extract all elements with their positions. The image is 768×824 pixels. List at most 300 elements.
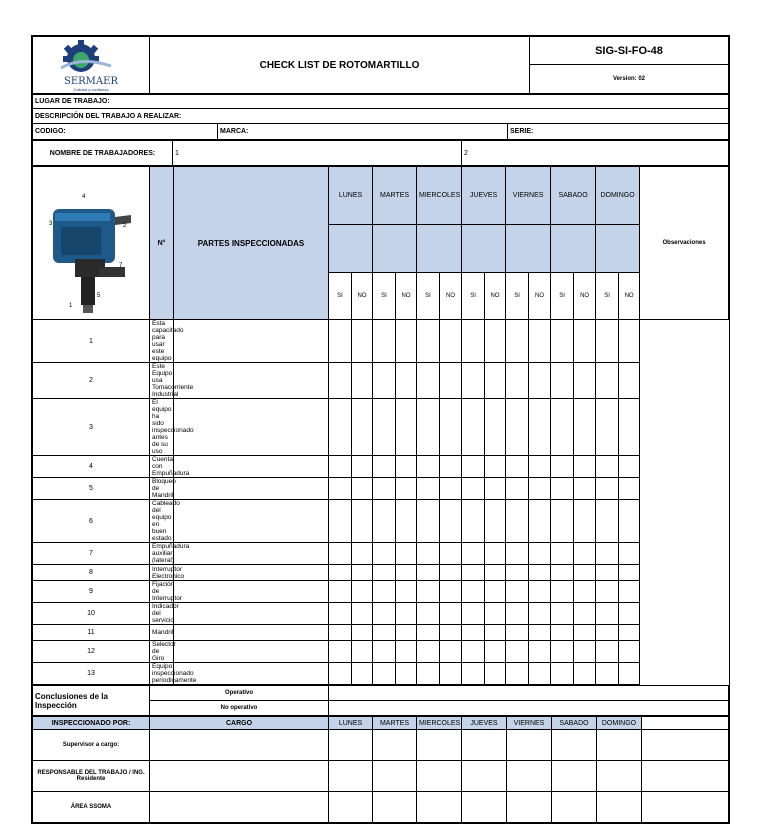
check-cell[interactable]: [485, 363, 506, 399]
check-cell[interactable]: [329, 543, 352, 565]
check-cell[interactable]: [174, 603, 329, 625]
check-cell[interactable]: [396, 565, 417, 581]
signature-cell[interactable]: [597, 792, 642, 823]
check-cell[interactable]: [174, 565, 329, 581]
observation-cell[interactable]: [619, 565, 640, 581]
check-cell[interactable]: [440, 641, 462, 663]
check-cell[interactable]: [174, 581, 329, 603]
work-place-field[interactable]: LUGAR DE TRABAJO:: [33, 95, 729, 109]
check-cell[interactable]: [596, 603, 619, 625]
signature-cell[interactable]: [462, 792, 507, 823]
rotary-hammer-icon: [41, 167, 141, 317]
no-label: NO: [529, 272, 551, 320]
check-cell[interactable]: [396, 500, 417, 543]
check-cell[interactable]: [529, 478, 551, 500]
check-cell[interactable]: [417, 603, 440, 625]
check-cell[interactable]: [529, 399, 551, 456]
table-row: [33, 363, 729, 399]
check-cell[interactable]: [417, 543, 440, 565]
observation-cell[interactable]: [619, 543, 640, 565]
check-cell[interactable]: [529, 565, 551, 581]
check-cell[interactable]: [574, 500, 596, 543]
check-cell[interactable]: [396, 603, 417, 625]
operativo-field[interactable]: [329, 686, 729, 701]
check-cell[interactable]: [506, 625, 529, 641]
check-cell[interactable]: [529, 363, 551, 399]
inspection-table: [32, 166, 729, 685]
signature-cell[interactable]: [373, 792, 417, 823]
sign-day-sabado: SABADO: [552, 717, 597, 730]
check-cell[interactable]: [352, 625, 373, 641]
table-row: [33, 456, 729, 478]
check-cell[interactable]: [574, 363, 596, 399]
signature-role-label: Supervisor a cargo:: [33, 730, 150, 761]
check-cell[interactable]: [174, 500, 329, 543]
day-header-lunes: LUNES: [329, 167, 373, 225]
check-cell[interactable]: [462, 625, 485, 641]
item-text: El equipo ha sido inspeccionado antes de su uso: [150, 399, 174, 456]
check-cell[interactable]: [529, 500, 551, 543]
observation-cell[interactable]: [619, 399, 640, 456]
check-cell[interactable]: [462, 456, 485, 478]
observation-cell[interactable]: [619, 581, 640, 603]
check-cell[interactable]: [551, 565, 574, 581]
check-cell[interactable]: [485, 565, 506, 581]
check-cell[interactable]: [574, 478, 596, 500]
item-text: Selector de Giro: [150, 641, 174, 663]
check-cell[interactable]: [462, 663, 485, 685]
check-cell[interactable]: [329, 565, 352, 581]
check-cell[interactable]: [174, 625, 329, 641]
check-cell[interactable]: [506, 603, 529, 625]
check-cell[interactable]: [440, 663, 462, 685]
signature-cell[interactable]: [552, 761, 597, 792]
signature-cell[interactable]: [150, 792, 329, 823]
check-cell[interactable]: [506, 500, 529, 543]
item-text: Mandril: [150, 625, 174, 641]
check-cell[interactable]: [551, 625, 574, 641]
item-text: Empuñadura auxiliar (lateral): [150, 543, 174, 565]
signature-cell[interactable]: [417, 761, 462, 792]
observation-cell[interactable]: [619, 625, 640, 641]
check-cell[interactable]: [352, 603, 373, 625]
check-cell[interactable]: [329, 399, 352, 456]
check-cell[interactable]: [417, 500, 440, 543]
check-cell[interactable]: [574, 581, 596, 603]
check-cell[interactable]: [529, 456, 551, 478]
check-cell[interactable]: [551, 456, 574, 478]
item-number: 12: [33, 641, 150, 663]
si-label: SI: [329, 272, 352, 320]
check-cell[interactable]: [329, 500, 352, 543]
si-label: SI: [596, 272, 619, 320]
conclusions-label: Conclusiones de la Inspección: [33, 686, 150, 716]
no-label: NO: [352, 272, 373, 320]
check-cell[interactable]: [462, 320, 485, 363]
check-cell[interactable]: [329, 320, 352, 363]
serial-field[interactable]: SERIE:: [508, 124, 729, 140]
check-cell[interactable]: [352, 543, 373, 565]
check-cell[interactable]: [574, 456, 596, 478]
check-cell[interactable]: [373, 641, 396, 663]
check-cell[interactable]: [352, 320, 373, 363]
check-cell[interactable]: [373, 581, 396, 603]
no-operativo-field[interactable]: [329, 701, 729, 716]
check-cell[interactable]: [506, 565, 529, 581]
signature-row: [33, 761, 729, 792]
parts-header: PARTES INSPECCIONADAS: [174, 167, 329, 320]
image-label-5: 5: [97, 293, 101, 299]
document-version: Version: 02: [530, 65, 729, 94]
signature-cell[interactable]: [642, 792, 729, 823]
image-label-3: 3: [49, 221, 53, 227]
check-cell[interactable]: [396, 478, 417, 500]
check-cell[interactable]: [574, 320, 596, 363]
observation-cell[interactable]: [619, 500, 640, 543]
check-cell[interactable]: [551, 478, 574, 500]
check-cell[interactable]: [462, 478, 485, 500]
check-cell[interactable]: [440, 399, 462, 456]
check-cell[interactable]: [440, 363, 462, 399]
check-cell[interactable]: [574, 543, 596, 565]
check-cell[interactable]: [174, 543, 329, 565]
si-label: SI: [462, 272, 485, 320]
observation-cell[interactable]: [619, 641, 640, 663]
check-cell[interactable]: [417, 663, 440, 685]
check-cell[interactable]: [396, 581, 417, 603]
check-cell[interactable]: [551, 399, 574, 456]
check-cell[interactable]: [417, 641, 440, 663]
check-cell[interactable]: [506, 363, 529, 399]
check-cell[interactable]: [551, 581, 574, 603]
item-number: 10: [33, 603, 150, 625]
table-row: [33, 320, 729, 363]
signature-cell[interactable]: [642, 761, 729, 792]
check-cell[interactable]: [551, 320, 574, 363]
check-cell[interactable]: [417, 363, 440, 399]
brand-field[interactable]: MARCA:: [218, 124, 508, 140]
sign-day-jueves: JUEVES: [462, 717, 507, 730]
check-cell[interactable]: [373, 399, 396, 456]
check-cell[interactable]: [596, 500, 619, 543]
check-cell[interactable]: [174, 399, 329, 456]
check-cell[interactable]: [551, 663, 574, 685]
sign-day-miercoles: MIERCOLES: [417, 717, 462, 730]
logo-tagline: Calidad y confianza: [73, 87, 109, 92]
day-header-viernes: VIERNES: [506, 167, 551, 225]
inspected-by-table: [32, 716, 729, 823]
rotary-hammer-image: [33, 167, 150, 320]
signature-cell[interactable]: [642, 730, 729, 761]
check-cell[interactable]: [373, 543, 396, 565]
check-cell[interactable]: [506, 456, 529, 478]
check-cell[interactable]: [174, 363, 329, 399]
check-cell[interactable]: [596, 565, 619, 581]
work-description-field[interactable]: DESCRIPCIÓN DEL TRABAJO A REALIZAR:: [33, 109, 729, 124]
check-cell[interactable]: [596, 363, 619, 399]
check-cell[interactable]: [485, 603, 506, 625]
check-cell[interactable]: [462, 565, 485, 581]
check-cell[interactable]: [396, 363, 417, 399]
signature-cell[interactable]: [462, 761, 507, 792]
check-cell[interactable]: [396, 456, 417, 478]
check-cell[interactable]: [440, 456, 462, 478]
check-cell[interactable]: [329, 663, 352, 685]
check-cell[interactable]: [551, 543, 574, 565]
signature-cell[interactable]: [329, 792, 373, 823]
check-cell[interactable]: [329, 478, 352, 500]
check-cell[interactable]: [396, 399, 417, 456]
signature-cell[interactable]: [329, 761, 373, 792]
check-cell[interactable]: [596, 478, 619, 500]
check-cell[interactable]: [440, 603, 462, 625]
check-cell[interactable]: [373, 565, 396, 581]
check-cell[interactable]: [352, 581, 373, 603]
no-operativo-label: No operativo: [150, 701, 329, 716]
check-cell[interactable]: [485, 581, 506, 603]
observation-cell[interactable]: [619, 363, 640, 399]
signature-cell[interactable]: [597, 761, 642, 792]
signature-cell[interactable]: [417, 730, 462, 761]
check-cell[interactable]: [596, 625, 619, 641]
check-cell[interactable]: [596, 320, 619, 363]
check-cell[interactable]: [396, 543, 417, 565]
check-cell[interactable]: [529, 663, 551, 685]
check-cell[interactable]: [440, 625, 462, 641]
check-cell[interactable]: [373, 478, 396, 500]
check-cell[interactable]: [485, 456, 506, 478]
observation-cell[interactable]: [619, 456, 640, 478]
check-cell[interactable]: [440, 543, 462, 565]
check-cell[interactable]: [373, 320, 396, 363]
check-cell[interactable]: [506, 543, 529, 565]
check-cell[interactable]: [485, 641, 506, 663]
signature-cell[interactable]: [417, 792, 462, 823]
check-cell[interactable]: [174, 320, 329, 363]
item-number: 6: [33, 500, 150, 543]
check-cell[interactable]: [574, 641, 596, 663]
check-cell[interactable]: [352, 500, 373, 543]
check-cell[interactable]: [174, 663, 329, 685]
item-number: 3: [33, 399, 150, 456]
check-cell[interactable]: [352, 565, 373, 581]
check-cell[interactable]: [462, 399, 485, 456]
check-cell[interactable]: [551, 363, 574, 399]
check-cell[interactable]: [596, 456, 619, 478]
signature-cell[interactable]: [150, 761, 329, 792]
check-cell[interactable]: [396, 641, 417, 663]
item-number: 8: [33, 565, 150, 581]
inspected-by-header: INSPECCIONADO POR:: [33, 717, 150, 730]
check-cell[interactable]: [596, 543, 619, 565]
check-cell[interactable]: [529, 625, 551, 641]
check-cell[interactable]: [462, 543, 485, 565]
item-text: Este Equipo usa Tomacorriente Industrial: [150, 363, 174, 399]
no-label: NO: [485, 272, 506, 320]
si-label: SI: [551, 272, 574, 320]
check-cell[interactable]: [352, 478, 373, 500]
si-label: SI: [373, 272, 396, 320]
checklist-sheet: [31, 35, 730, 824]
check-cell[interactable]: [329, 581, 352, 603]
check-cell[interactable]: [574, 663, 596, 685]
si-label: SI: [417, 272, 440, 320]
check-cell[interactable]: [529, 603, 551, 625]
check-cell[interactable]: [596, 663, 619, 685]
item-number: 13: [33, 663, 150, 685]
item-text: Bloqueo de Mandril: [150, 478, 174, 500]
check-cell[interactable]: [329, 363, 352, 399]
check-cell[interactable]: [329, 603, 352, 625]
signature-cell[interactable]: [597, 730, 642, 761]
image-label-7: 7: [119, 263, 123, 269]
worker-1-field[interactable]: 1: [173, 141, 462, 166]
check-cell[interactable]: [352, 641, 373, 663]
check-cell[interactable]: [417, 456, 440, 478]
check-cell[interactable]: [462, 603, 485, 625]
item-number: 1: [33, 320, 150, 363]
check-cell[interactable]: [529, 641, 551, 663]
check-cell[interactable]: [574, 565, 596, 581]
check-cell[interactable]: [440, 478, 462, 500]
check-cell[interactable]: [529, 543, 551, 565]
image-label-4: 4: [82, 194, 86, 200]
check-cell[interactable]: [396, 625, 417, 641]
check-cell[interactable]: [329, 625, 352, 641]
code-field[interactable]: CODIGO:: [33, 124, 218, 140]
check-cell[interactable]: [506, 663, 529, 685]
worker-2-field[interactable]: 2: [462, 141, 729, 166]
check-cell[interactable]: [485, 625, 506, 641]
observation-cell[interactable]: [619, 603, 640, 625]
check-cell[interactable]: [174, 456, 329, 478]
logo-text: SERMAER: [64, 76, 118, 87]
day-header-jueves: JUEVES: [462, 167, 506, 225]
check-cell[interactable]: [574, 603, 596, 625]
item-text: Indicador del servicio: [150, 603, 174, 625]
check-cell[interactable]: [352, 363, 373, 399]
check-cell[interactable]: [373, 625, 396, 641]
signature-cell[interactable]: [373, 730, 417, 761]
day-header-domingo: DOMINGO: [596, 167, 640, 225]
check-cell[interactable]: [529, 320, 551, 363]
check-cell[interactable]: [417, 478, 440, 500]
check-cell[interactable]: [373, 663, 396, 685]
check-cell[interactable]: [373, 456, 396, 478]
table-row: [33, 478, 729, 500]
workers-label: NOMBRE DE TRABAJADORES:: [33, 141, 173, 166]
check-cell[interactable]: [440, 320, 462, 363]
signature-cell[interactable]: [507, 730, 552, 761]
check-cell[interactable]: [485, 478, 506, 500]
observation-cell[interactable]: [619, 663, 640, 685]
check-cell[interactable]: [551, 641, 574, 663]
check-cell[interactable]: [596, 399, 619, 456]
check-cell[interactable]: [574, 625, 596, 641]
observation-cell[interactable]: [619, 478, 640, 500]
item-number: 7: [33, 543, 150, 565]
item-text: Equipo inspeccionado periodicamente: [150, 663, 174, 685]
check-cell[interactable]: [551, 500, 574, 543]
signature-cell[interactable]: [329, 730, 373, 761]
check-cell[interactable]: [462, 641, 485, 663]
check-cell[interactable]: [506, 399, 529, 456]
check-cell[interactable]: [417, 565, 440, 581]
check-cell[interactable]: [352, 399, 373, 456]
day-header-sabado: SABADO: [551, 167, 596, 225]
fields-table: [32, 94, 729, 140]
check-cell[interactable]: [506, 320, 529, 363]
observation-cell[interactable]: [619, 320, 640, 363]
signature-cell[interactable]: [552, 730, 597, 761]
check-cell[interactable]: [440, 581, 462, 603]
item-text: Cuenta con Empuñadura: [150, 456, 174, 478]
check-cell[interactable]: [174, 641, 329, 663]
si-label: SI: [506, 272, 529, 320]
check-cell[interactable]: [352, 663, 373, 685]
signature-cell[interactable]: [373, 761, 417, 792]
check-cell[interactable]: [574, 399, 596, 456]
check-cell[interactable]: [373, 500, 396, 543]
check-cell[interactable]: [440, 500, 462, 543]
check-cell[interactable]: [329, 456, 352, 478]
table-row: [33, 543, 729, 565]
check-cell[interactable]: [485, 543, 506, 565]
check-cell[interactable]: [596, 641, 619, 663]
table-row: [33, 603, 729, 625]
check-cell[interactable]: [506, 478, 529, 500]
signature-cell[interactable]: [552, 792, 597, 823]
check-cell[interactable]: [417, 581, 440, 603]
signature-cell[interactable]: [462, 730, 507, 761]
table-row: [33, 625, 729, 641]
number-header: N°: [150, 167, 174, 320]
check-cell[interactable]: [506, 581, 529, 603]
check-cell[interactable]: [485, 399, 506, 456]
check-cell[interactable]: [440, 565, 462, 581]
check-cell[interactable]: [485, 320, 506, 363]
no-label: NO: [396, 272, 417, 320]
check-cell[interactable]: [174, 478, 329, 500]
check-cell[interactable]: [596, 581, 619, 603]
check-cell[interactable]: [462, 581, 485, 603]
check-cell[interactable]: [417, 399, 440, 456]
table-row: [33, 565, 729, 581]
check-cell[interactable]: [529, 581, 551, 603]
signature-cell[interactable]: [507, 761, 552, 792]
check-cell[interactable]: [417, 320, 440, 363]
table-row: [33, 663, 729, 685]
check-cell[interactable]: [462, 500, 485, 543]
check-cell[interactable]: [373, 603, 396, 625]
check-cell[interactable]: [462, 363, 485, 399]
check-cell[interactable]: [352, 456, 373, 478]
signature-cell[interactable]: [507, 792, 552, 823]
check-cell[interactable]: [417, 625, 440, 641]
signature-row: [33, 730, 729, 761]
item-text: Esta capacitado para usar este equipo: [150, 320, 174, 363]
check-cell[interactable]: [506, 641, 529, 663]
check-cell[interactable]: [329, 641, 352, 663]
check-cell[interactable]: [485, 500, 506, 543]
item-text: Cableado del equipo en buen estado: [150, 500, 174, 543]
check-cell[interactable]: [396, 320, 417, 363]
check-cell[interactable]: [551, 603, 574, 625]
check-cell[interactable]: [396, 663, 417, 685]
check-cell[interactable]: [373, 363, 396, 399]
signature-cell[interactable]: [150, 730, 329, 761]
check-cell[interactable]: [485, 663, 506, 685]
